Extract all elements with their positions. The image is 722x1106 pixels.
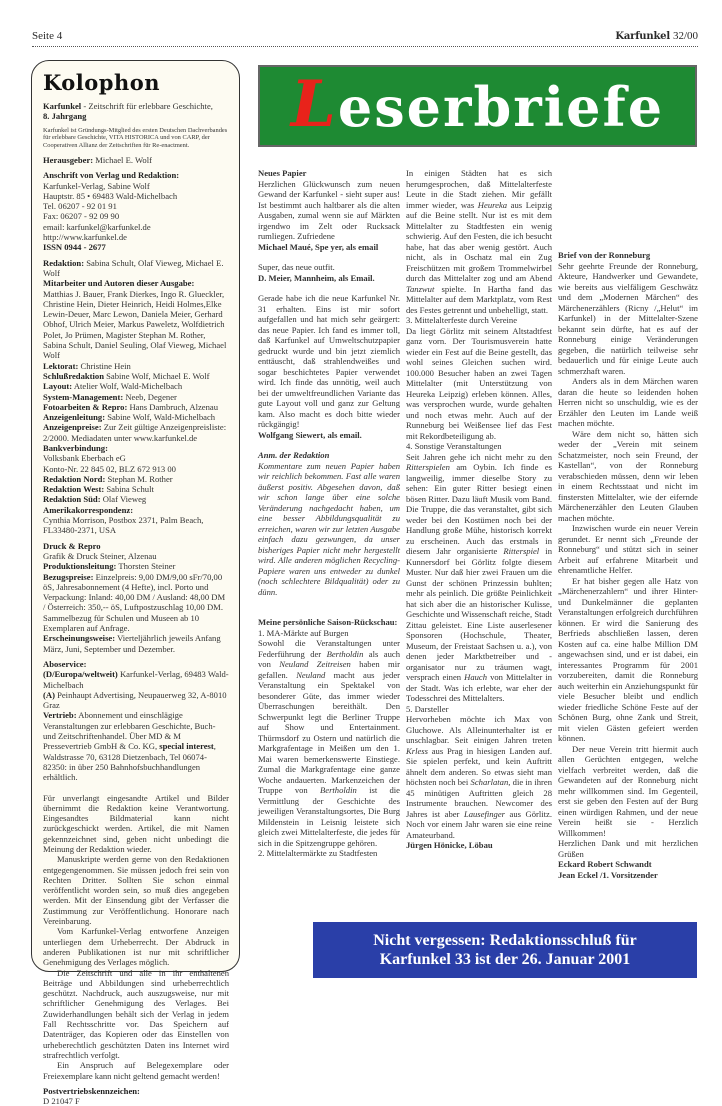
notice-line: Karfunkel 33 ist der 26. Januar 2001	[379, 951, 631, 968]
value: Matthias J. Bauer, Frank Dierkes, Ingo R. Glueckler, Christine Hein, Dieter Heinrich, Heidi Holmes,Elke Lewin-Deuer, Marc Lewon, Daniela Meier, Gerhard Obhof, Ulrich Meier, Markus Paweletz, Wolfdietrich Polet, Jo Prümen, Magister Stephan M. Rother, Sabina Schult, Daniel Seuling, Olaf Vieweg, Michael Wolf	[43, 288, 227, 361]
amerikakorrespondenz	[43, 505, 229, 536]
layout-credit	[43, 381, 229, 391]
label: Anschrift von Verlag und Redaktion:	[43, 170, 180, 181]
label: Bankverbindung:	[43, 443, 108, 453]
letter-body: Da liegt Görlitz mit seinem Altstadtfest ganz vorn. Der Tourismusverein hatte wieder ein Fest auf die Beine gestellt, das wohl seines Gleichen suchen wird. 100.000 Besucher haben an zwei Tagen Mittelalter (mit Unterstützung von Heureka Leipzig) erleben können. Alles, was versprochen wurde, wurde gehalten und noch etwas mehr. Auch auf der Runneburg bei Weißensee lief das Fest mit Rekordbeteiligung ab.	[406, 325, 552, 441]
deadline-notice	[313, 922, 697, 978]
redaktion-nord	[43, 474, 229, 484]
value: Christine Hein	[78, 360, 131, 371]
signature: Jean Eckel /1. Vorsitzender	[558, 869, 658, 880]
label: Redaktion Nord:	[43, 473, 106, 484]
disclaimer-paragraph: Für unverlangt eingesandte Artikel und Bilder übernimmt die Redaktion keine Verantwortung. Eingesandtes Bildmaterial kann nicht zurückgeschickt werden. Artikel, die mit Namen gekennzeichnet sind, geben nicht unbedingt die Meinung der Redaktion wieder.	[43, 792, 229, 854]
letter-signature	[258, 430, 400, 441]
signature: Eckard Robert Schwandt	[558, 859, 652, 869]
label: Druck & Repro	[43, 540, 101, 551]
anzeigenpreise	[43, 422, 229, 443]
value: Abonnement und einschlägige Veranstaltungen zur erlebbaren Geschichte, Buch- und Zeitschriftenhandel. Über MD & M Pressevertrieb GmbH & Co. KG,	[43, 710, 216, 752]
label: System-Management:	[43, 391, 124, 402]
letter-paragraph: Sehr geehrte Freunde der Ronneburg, Akteure, Handwerker und Gewandete, wie bereits aus vielfäligem Geschwätz und dem „Modernen Märchen“ des Märchenerzählers (Ricny /„Helut“ im Karfunkel) in der Mittelalter-Szene bekannt sein dürfte, hat es auf der Ronneburg einige Veränderungen gegeben, die natürlich teilweise sehr bedauerlich und für einige Leute auch schmerzhaft waren.	[558, 260, 698, 376]
label: Redaktion Süd:	[43, 494, 101, 505]
banner-title	[290, 67, 665, 142]
fax: Fax: 06207 - 92 09 90	[43, 211, 120, 222]
value: Einzelpreis: 9,00 DM/9,00 sFr/70,00 öS, Jahresabonnement (4 Hefte), incl. Porto und Verpackung: Inland: 40,00 DM / Ausland: 48,00 DM / Österreich: 350,-- öS, Luftpostzuschlag 10,00 DM. Sammelbezug für Schulen und Museen ab 10 Exemplaren auf Anfrage.	[43, 571, 226, 634]
editor-note-title	[258, 450, 400, 461]
letter-paragraph: Anders als in dem Märchen waren daran die heute so leidenden hohen Herren nicht so unschuldig, wie es der Erzähler den Leuten im Lande weiß machen möchte.	[558, 376, 698, 428]
value: Olaf Vieweg	[100, 494, 147, 505]
section-heading: 2. Mittelaltermärkte zu Stadtfesten	[258, 848, 378, 858]
letter-signature	[406, 840, 552, 851]
value: Neeb, Degener	[123, 391, 177, 402]
website-link[interactable]: http://www.karfunkel.de	[43, 232, 127, 243]
letter-body: Sowohl die Veranstaltungen unter Federführung der Bertholdin als auch von Neuland Zeitreisen haben mir gefallen. Neuland macht aus jeder Veranstaltung ein Spektakel von besonderer Güte, das immer wieder Überraschungen bereithält. Den Schwerpunkt legt die Berliner Truppe auf Show und Entertainment. Thürmsdorf zu Ostern und natürlich die Markgrafentage in Meißen um den 1. Mai waren bemerkenswerte Einstiege. Zumal die Markgrafentage eine ganze Woche andauerten. Markenzeichen der Truppe von Bertholdin ist die Vermittlung der Geschichte des jeweiligen Veranstaltungsortes, Die Burg Mildenstein in Leisnig leistete sich gleich zwei Mittelalterfeste, die jedes für sich in die Spitzengruppe gehören.	[258, 638, 401, 848]
anzeigenleitung	[43, 412, 229, 422]
page-header	[32, 28, 698, 47]
anschrift	[43, 170, 229, 252]
value: D 21047 F	[43, 1096, 80, 1106]
value: Sabine Wolf, Wald-Michelbach	[105, 412, 216, 423]
section-heading: 4. Sonstige Veranstaltungen	[406, 441, 502, 451]
label: (A)	[43, 689, 55, 700]
title: Neues Papier	[258, 168, 307, 178]
label: Anzeigenleitung:	[43, 412, 106, 423]
banner-initial: L	[290, 67, 338, 142]
label: Aboservice:	[43, 658, 87, 669]
label: Produktionsleitung:	[43, 561, 117, 572]
label: Erscheinungsweise:	[43, 633, 116, 644]
editor-note-body: Kommentare zum neuen Papier haben wir reichlich bekommen. Fast alle waren äußerst positiv. Abgesehen davon, daß wir schon lange über eine solche Veränderung nachgedacht haben, um eine besser Abbildungsqualität zu erreichen, waren wir zur letzten Ausgabe einfach dazu gezwungen, da unser bisheriges Papier nicht mehr hergestellt wird. Alle anderen möglichen Recycling-Papiere waren uns entweder zu dunkel (noch schlechtere Bildqualität) oder zu dünn.	[258, 460, 400, 597]
disclaimer-paragraph: Ein Anspruch auf Belegexemplare oder Freiexemplare kann nicht geltend gemacht werden!	[43, 1060, 229, 1081]
letter-signature	[258, 273, 400, 284]
kolophon-intro	[43, 101, 229, 122]
label: Mitarbeiter und Autoren dieser Ausgabe:	[43, 278, 195, 289]
label: Amerikakorrespondenz:	[43, 504, 134, 515]
email-link[interactable]: email: karfunkel@karfunkel.de	[43, 221, 151, 232]
bank-account: Konto-Nr. 22 845 02, BLZ 672 913 00	[43, 463, 176, 474]
address-line: Hauptstr. 85 • 69483 Wald-Michelbach	[43, 190, 178, 201]
erscheinungsweise	[43, 633, 229, 654]
jahrgang: 8. Jahrgang	[43, 111, 87, 122]
label: (D/Europa/weltweit)	[43, 669, 118, 680]
bezugspreise	[43, 572, 229, 634]
label: Redaktion West:	[43, 484, 105, 495]
value: Hans Dambruch, Alzenau	[127, 401, 219, 412]
kolophon-box	[31, 60, 240, 1106]
disclaimer-paragraph: Manuskripte werden gerne von den Redaktionen entgegengenommen. Sie müssen jedoch frei sein von Rechten Dritter. Sollten Sie schon einmal veröffentlicht worden sein, so muß dies angegeben werden. Mit der Einsendung gibt der Verfasser die Zustimmung zur Veröffentlichung. Honorare nach Vereinbarung.	[43, 854, 229, 927]
letter-paragraph: Der neue Verein tritt hiermit auch allen Gerüchten entgegen, welche vielfach verbreitet werden, daß die Gewandeten auf der Ronneburg nicht mehr willkommen sind. Im Gegenteil, erst sie geben den Festen auf der Burg einen würdigen Rahmen, und der neue Verein heißt sie - Herzlich Willkommen!	[558, 743, 698, 838]
intro-bold: Karfunkel	[43, 101, 82, 111]
letter-body: Hervorheben möchte ich Max von Gluchowe. Als Alleinunterhalter ist er unschlagbar. Seit einigen Jahren treten Krless aus Prag in hiesigen Landen auf. Sie spielen perfekt, und kein Auftritt ähnelt dem anderen. So etwas sieht man höchsten noch bei Scharlatan, die in ihren 45 minütigen Auftritten gleich 28 Instrumente brauchen. Newcomer des Jahres ist aber Lausefinger aus Görlitz. Noch vor einem Jahr waren sie eine reine Amateurband.	[406, 714, 553, 840]
address-line: Karfunkel-Verlag, Sabine Wolf	[43, 180, 150, 191]
lektorat	[43, 361, 229, 371]
bankverbindung	[43, 443, 229, 474]
letter-paragraph: Wäre dem nicht so, hätten sich weder der „Verein mit seinem Schatzmeister, noch sein Freund, der Kastellan“, von der Ronneburg verabschieden müssen, denn wir leben in einem Rechtsstaat und nicht im finstersten Mittelalter, wie der eifernde Märchenerzähler den Leuten Glauben machen möchte.	[558, 428, 698, 523]
label: Vertrieb:	[43, 710, 77, 721]
title: Brief von der Ronneburg	[558, 250, 651, 260]
intro-text: - Zeitschrift für erlebbare Geschichte,	[81, 101, 213, 111]
signature: Michael Maué, Spe yer, als email	[258, 241, 379, 252]
magazine-name: Karfunkel	[615, 31, 670, 42]
value: Michael E. Wolf	[93, 154, 152, 165]
schlussredaktion	[43, 371, 229, 381]
value: , Waldstrasse 70, 63128 Dietzenbach, Tel 06074-82350: in über 250 Bahnhofsbuchhandlungen erhältlich.	[43, 741, 216, 783]
section-heading: 3. Mittelalterfeste durch Vereine	[406, 315, 518, 325]
column-2	[406, 168, 552, 851]
value: Cynthia Morrison, Postbox 2371, Palm Beach, FL33480-2371, USA	[43, 515, 204, 536]
signature: Wolfgang Siewert, als email.	[258, 429, 362, 440]
label: Lektorat:	[43, 360, 79, 371]
fotoarbeiten	[43, 402, 229, 412]
signature: Jürgen Hönicke, Löbau	[406, 840, 493, 850]
aboservice	[43, 659, 229, 710]
banner-rest: eserbriefe	[337, 75, 665, 139]
value: Atelier Wolf, Wald-Michelbach	[72, 381, 183, 392]
value: Vierteljährlich jeweils Anfang März, Juni, September und Dezember.	[43, 633, 221, 654]
letter-title	[258, 168, 400, 179]
redaktion-sued	[43, 494, 229, 504]
column-1	[258, 168, 400, 859]
letter-body: Herzlichen Glückwunsch zum neuen Gewand der Karfunkel - sieht super aus! Ist bestimmt auch haltbarer als die alten Ausgaben, zumal wenn sie auf Märkten irgendwo im Zelt oder Rucksack rumliegen. Zufriedene	[258, 178, 400, 241]
value: Sabina Schult	[104, 484, 154, 495]
value: Thorsten Steiner	[116, 561, 176, 572]
label: Bezugspreise:	[43, 571, 94, 582]
value: Karfunkel-Verlag, 69483 Wald-Michelbach	[43, 669, 229, 690]
title: Anm. der Redaktion	[258, 450, 330, 460]
section-heading: 1. MA-Märkte auf Burgen	[258, 627, 349, 638]
vertrieb	[43, 710, 229, 782]
druck	[43, 541, 229, 562]
redaktion	[43, 258, 229, 279]
membership-note: Karfunkel ist Gründungs-Mitglied des ersten Deutschen Dachverbandes für erlebbare Geschichte, VITA HISTORICA und von CARP, der Cooperativen Allianz der Zeitschriften für Re-enactment.	[43, 126, 228, 150]
label: Redaktion:	[43, 257, 85, 268]
value: Stephan M. Rother	[105, 473, 173, 484]
disclaimer-paragraph: Die Zeitschrift und alle in ihr enthaltenen Beiträge und Abbildungen sind urheberrechtlich geschützt. Nachdruck, auch auszugsweise, nur mit schriftlicher Genehmigung des Verlages. Bei Zuwiderhandlungen behält sich der Verlag in jedem Fall Rechtsschritte vor. Das Speichern auf Datenträger, das Kopieren oder das Einstellen von urheberechtlich geschützten Daten ins Internet wird strafrechtlich verfolgt.	[43, 967, 229, 1060]
herausgeber	[43, 155, 229, 165]
letter-signature	[558, 859, 698, 880]
letter-body: Seit Jahren gehe ich nicht mehr zu den Ritterspielen am Oybin. Ich finde es langweilig, immer dieselbe Story zu sehen: Ein guter Ritter besiegt einen bösen Ritter. Dazu läuft Musik vom Band. Die Truppe, die das veranstaltet, gibt sich weder bei den Kostümen noch bei der Handlung große Mühe, historisch korrekt zu erscheinen. Auch das erstmals in diesem Jahr organisierte Ritterspiel in Kunnersdorf bei Görlitz folgte diesem Muster. Nur daß hier zwei Frauen um die Gunst der schönen Prinzessin buhlten; mehr als peinlich. Die größte Peinlichkeit hat sich aber die an historischer Kulisse, Geschichte und Wissenschaft reiche, Stadt Zittau geleistet. Eine Liste auserlesener Sponsoren (Hochschule, Theater, Museum, der Freistaat Sachsen u. a.), von denen jeder Marktbetreiber und -organisator nur zu träumen wagt, versprach einen Hauch von Mittelalter in der Stadt. Was ich erlebte, war eher der Todesschrei des Mittelalters.	[406, 451, 553, 703]
value: Grafik & Druck Steiner, Alzenau	[43, 550, 157, 561]
system-management	[43, 392, 229, 402]
value: Sabina Schult, Olaf Vieweg, Michael E. Wolf	[43, 257, 224, 278]
label: Postvertriebskennzeichen:	[43, 1085, 140, 1096]
issue-label	[615, 30, 698, 42]
letter-title	[258, 617, 400, 628]
phone: Tel. 06207 - 92 01 91	[43, 201, 117, 212]
issn: ISSN 0944 - 2677	[43, 242, 106, 253]
label: Fotoarbeiten & Repro:	[43, 401, 128, 412]
bank-name: Volksbank Eberbach eG	[43, 453, 126, 464]
value: Sabine Wolf, Michael E. Wolf	[103, 370, 210, 381]
mitarbeiter	[43, 278, 229, 360]
column-3	[558, 168, 698, 880]
letter-signature	[258, 242, 400, 253]
letter-paragraph: Er hat bisher gegen alle Hatz von „Märchenerzahlern“ und ihrer Hinter- und Dunkelmänner die geplanten Veranstaltungen erfolgreich durchführen können. Er wird die Sanierung des Berfrieds abschließen lassen, deren Kosten auf ca. eine halbe Million DM angewachsen sind, und er ist dabei, ein interessantes Programm für 2001 vorzubereiten, damit die Ronneburg auch weiterhin ein Anziehungspunkt für viele Besucher bleibt und endlich wieder friedliche Schöne Feste auf der Schönen Burg, ohne Zank und Streit, mit vielen Gästen gefeiert werden können.	[558, 575, 698, 743]
kolophon-title: Kolophon	[43, 70, 161, 95]
redaktion-west	[43, 484, 229, 494]
letter-paragraph: Inzwischen wurde ein neuer Verein gerundet. Er nennt sich „Freunde der Ronneburg“ und stützt sich in seiner Arbeit auf erfahrene Mitarbeit und ehrenamtliche Helfer.	[558, 523, 698, 575]
letter-body: Super, das neue outfit.	[258, 262, 335, 272]
label: Schlußredaktion	[43, 370, 104, 381]
label: Layout:	[43, 381, 73, 392]
value: Zur Zeit gültige Anzeigenpreisliste: 2/2000. Mediadaten unter www.karfunkel.de	[43, 422, 227, 443]
leserbriefe-banner	[258, 65, 697, 147]
notice-line: Nicht vergessen: Redaktionsschluß für	[373, 932, 637, 949]
label: Anzeigenpreise:	[43, 422, 102, 433]
letter-body: Gerade habe ich die neue Karfunkel Nr. 31 erhalten. Eins ist mir sofort aufgefallen und hat mich sehr geärgert: das neue Papier. Ich fand es immer toll, daß Karfunkel auf Umweltschutzpapier gedruckt wurde und bin jetzt ziemlich enttäuscht, daß strahlendweißes und sogar beschichtetes Papier verwendet wird. Ich finde das unnötig, weil auch bei der umweltfreundlichen Variante das gute Layout voll und ganz zur Geltung kam. Also macht es doch bitte wieder rückgängig!	[258, 293, 400, 429]
title: Meine persönliche Saison-Rückschau:	[258, 617, 398, 627]
value: Peinhaupt Advertising, Neupauerweg 32, A-8010 Graz	[43, 689, 227, 711]
postvertrieb	[43, 1086, 229, 1106]
section-heading: 5. Darsteller	[406, 703, 449, 714]
disclaimer-paragraph: Vom Karfunkel-Verlag entworfene Anzeigen unterliegen dem Urheberrecht. Der Abdruck in anderen Publikationen ist nur mit schriftlicher Genehmigung des Verlages möglich.	[43, 926, 229, 968]
letter-body: In einigen Städten hat es sich herumgesprochen, daß Mittelalterfeste Leute in die Stadt ziehen. Mir gefällt immer wieder, was Heureka aus Leipzig auf die Beine stellt. Nur ist es mit dem Mittelalter zu Stadtfesten ein wenig schwierig. Auf den Festen, die ich besucht habe, hat das aber wenig gestört. Auch nicht, als in Oschatz mal ein Zug Freischützen mit großem Trommelwirbel durch das Mittelalter zog und am Abend Tanzwut spielte. In Hartha fand das Mittelalter auf dem Marktplatz, vom Rest des Festes getrennt und unbehelligt, statt.	[406, 168, 552, 315]
letter-title	[558, 250, 698, 261]
produktionsleitung	[43, 561, 229, 571]
page-number: Seite 4	[32, 30, 63, 42]
signature: D. Meier, Mannheim, als Email.	[258, 272, 375, 283]
label: Herausgeber:	[43, 154, 94, 165]
letter-closing: Herzlichen Dank und mit herzlichen Grüßen	[558, 838, 698, 859]
value-bold: special interest	[159, 741, 214, 752]
issue-number: 32/00	[672, 30, 698, 42]
